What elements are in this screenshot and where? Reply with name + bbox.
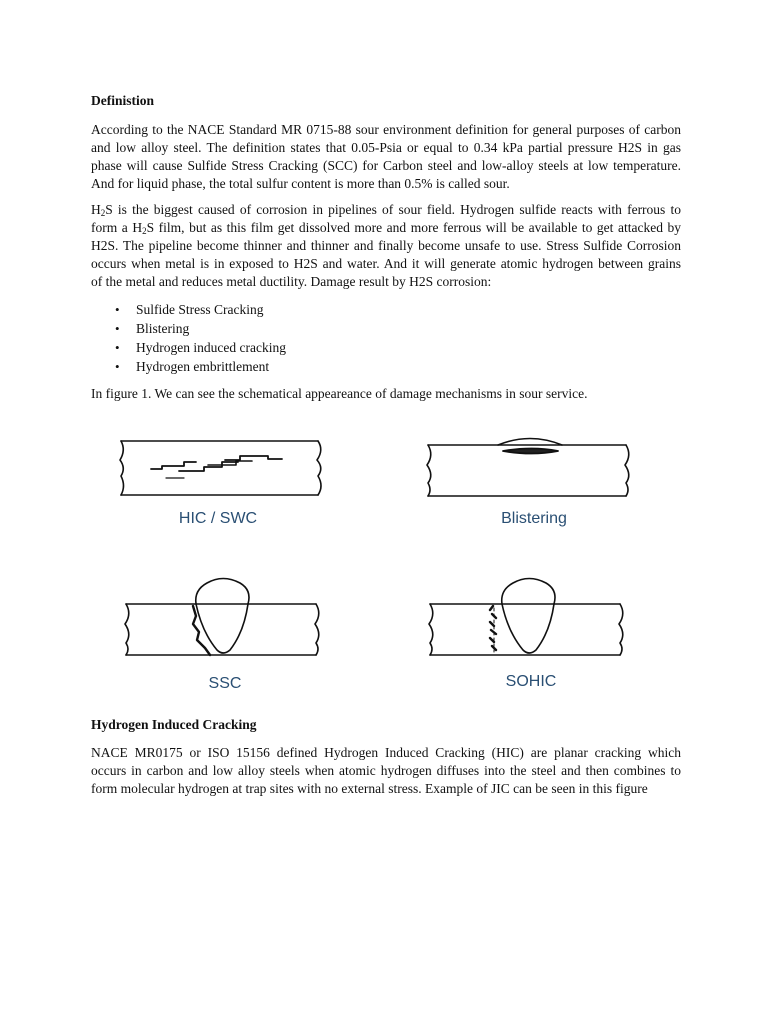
hic-section-paragraph bbox=[91, 744, 681, 798]
text-line: form molecular hydrogen at trap sites with no external stress. Example of JIC can be seen in this figure bbox=[91, 781, 648, 796]
text-line: and low alloy steel. The definition states that 0.05-Psia or equal to 0.34 kPa partial pressure H2S in gas bbox=[91, 140, 681, 155]
figure-intro: In figure 1. We can see the schematical appeareance of damage mechanisms in sour service. bbox=[91, 386, 588, 401]
text-line: And for liquid phase, the total sulfur content is more than 0.5% is called sour. bbox=[91, 176, 510, 191]
subscript: 2 bbox=[142, 226, 147, 236]
text-line: H2S. The pipeline become thinner and thinner and finally become unsafe to use. Stress Sulfide Corrosion bbox=[91, 238, 681, 253]
ssc-plate-diagram bbox=[125, 579, 319, 656]
definition-heading: Definistion bbox=[91, 93, 155, 108]
hic-section-heading: Hydrogen Induced Cracking bbox=[91, 717, 257, 732]
text-line: NACE MR0175 or ISO 15156 defined Hydrogen Induced Cracking (HIC) are planar cracking which bbox=[91, 745, 681, 760]
text-line: of the metal and reduces metal ductility. Damage result by H2S corrosion: bbox=[91, 274, 492, 289]
blistering-label: Blistering bbox=[501, 510, 567, 527]
sohic-label: SOHIC bbox=[505, 673, 557, 690]
hic-swc-label: HIC / SWC bbox=[178, 510, 258, 527]
list-item: • Hydrogen induced cracking bbox=[91, 338, 286, 357]
sohic-plate-diagram bbox=[429, 579, 623, 656]
list-item: • Blistering bbox=[91, 319, 286, 338]
text-line: occurs when metal is in exposed to H2S and water. And it will generate atomic hydrogen between grains bbox=[91, 256, 681, 271]
text-fragment: S is the biggest caused of corrosion in pipelines of sour field. Hydrogen sulfide reacts with ferrous to bbox=[105, 202, 681, 217]
text-fragment: S film, but as this film get dissolved more and more ferrous will be available to get attacked by bbox=[146, 220, 681, 235]
text-fragment: H bbox=[91, 202, 101, 217]
blistering-plate-diagram bbox=[427, 439, 629, 497]
text-fragment: form a H bbox=[91, 220, 143, 235]
text-line: occurs in carbon and low alloy steels when atomic hydrogen diffuses into the steel and then combines to bbox=[91, 763, 681, 778]
list-item: • Hydrogen embrittlement bbox=[91, 357, 286, 376]
hic-plate-diagram bbox=[120, 441, 321, 495]
text-line: phase will cause Sulfide Stress Cracking (SCC) for Carbon steel and low-alloy steels at low temperature. bbox=[91, 158, 681, 173]
subscript: 2 bbox=[100, 208, 106, 218]
ssc-label: SSC bbox=[208, 675, 242, 692]
text-line: According to the NACE Standard MR 0715-88 sour environment definition for general purposes of carbon bbox=[91, 122, 681, 137]
list-item: • Sulfide Stress Cracking bbox=[91, 300, 286, 319]
